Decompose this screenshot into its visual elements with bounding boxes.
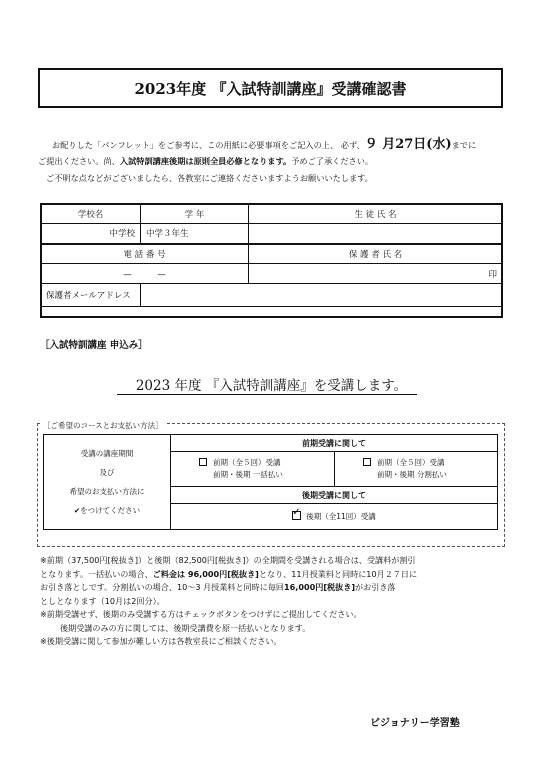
note-line-2-text: となります。一括払いの場合、 xyxy=(40,568,153,579)
guardian-name-field[interactable] xyxy=(249,264,503,284)
instruction-cell xyxy=(44,435,171,530)
intro-line-1 xyxy=(38,138,508,152)
course-table xyxy=(43,434,498,530)
email-field[interactable] xyxy=(141,284,503,307)
statement-underline xyxy=(117,394,417,395)
grade-header: 学 年 xyxy=(141,204,249,224)
lump-sum-checkbox[interactable] xyxy=(199,458,207,466)
note-line-5: ※前期受講せず、後期のみ受講する方はチェックボタンをつけずにご提出してください。 xyxy=(40,609,362,619)
application-section-label: ［入試特訓講座 申込み］ xyxy=(40,340,148,351)
latter-term-checkbox[interactable] xyxy=(292,511,301,520)
installment-line-2: 前期・後期 分割払い xyxy=(377,470,447,479)
lump-sum-line-1: 前期（全５回）受講 xyxy=(213,458,281,467)
intro-text-3: ご不明な点などがございましたら、各教室にご連絡くださいますようお願いいたします。 xyxy=(46,173,373,183)
school-name: ビジョナリー学習塾 xyxy=(370,718,460,729)
guardian-name-header: 保 護 者 氏 名 xyxy=(249,244,503,264)
intro-text-2b: 予めご了承ください。 xyxy=(291,156,374,166)
intro-text-2-bold: 入試特訓講座後期は原則全員必修となります。 xyxy=(119,156,292,166)
latter-term-label: 後期（全11回）受講 xyxy=(306,512,376,521)
instruction-line-1: 受講の講座期間 xyxy=(80,449,134,458)
notes-block xyxy=(40,554,510,649)
school-field[interactable]: 中学校 xyxy=(41,224,141,244)
option-installment[interactable] xyxy=(335,452,498,487)
intro-text-2a: ご提出ください。尚、 xyxy=(38,156,120,166)
deadline-date: ９ 月27日(水) xyxy=(364,137,452,152)
installment-checkbox[interactable] xyxy=(363,458,371,466)
document-title: 2023年度 『入試特訓講座』受講確認書 xyxy=(38,68,503,108)
email-header: 保護者メールアドレス xyxy=(41,284,141,307)
instruction-line-4: ✔をつけてください xyxy=(73,506,141,515)
phone-field[interactable]: — — xyxy=(41,264,249,284)
intro-line-3 xyxy=(38,172,508,185)
instruction-line-2: 及び xyxy=(99,468,115,477)
instruction-line-3: 希望のお支払い方法に xyxy=(69,487,145,496)
phone-header: 電 話 番 号 xyxy=(41,244,249,264)
intro-text-1b: までに xyxy=(451,140,477,150)
note-line-2 xyxy=(40,568,510,582)
intro-text-1a: お配りした「パンフレット」をご参考に、この用紙に必要事項をご記入の上、 必ず、 xyxy=(52,140,365,150)
course-caption: ［ご希望のコースとお支払い方法］ xyxy=(43,421,163,430)
student-info-table xyxy=(40,203,503,307)
first-term-header: 前期受講に関して xyxy=(171,435,498,452)
latter-term-option[interactable] xyxy=(171,504,498,530)
intro-line-2 xyxy=(38,155,508,168)
grade-field[interactable]: 中学３年生 xyxy=(141,224,249,244)
school-header: 学校名 xyxy=(41,204,141,224)
note-line-3-bold: 16,000円[税抜き] xyxy=(284,582,356,592)
lump-sum-line-2: 前期・後期 一括払い xyxy=(213,470,283,479)
latter-term-header: 後期受講に関して xyxy=(171,487,498,504)
note-line-2-tail: となり、11月授業料と同時に10月２７日に xyxy=(258,568,418,579)
option-lump-sum[interactable] xyxy=(171,452,335,487)
seal-mark: 印 xyxy=(488,269,497,280)
note-line-2-bold: ご料金は 96,000円[税抜き] xyxy=(152,568,259,579)
note-line-4: としとなります（10月は2回分）。 xyxy=(40,595,165,606)
note-line-3-text: お引き落としです。分割払いの場合、10～3 月授業料と同時に毎回 xyxy=(40,582,285,592)
student-name-field[interactable] xyxy=(249,224,503,244)
note-line-3 xyxy=(40,581,510,595)
note-line-7: ※後期受講に関して参加が難しい方は各教室長にご相談ください。 xyxy=(40,636,282,646)
installment-line-1: 前期（全５回）受講 xyxy=(377,458,445,467)
note-line-3-tail: がお引き落 xyxy=(355,582,396,592)
student-name-header: 生 徒 氏 名 xyxy=(249,204,503,224)
note-line-6: 後期受講のみの方に関しては、後期受講費を原一括払いとなります。 xyxy=(60,622,311,633)
note-line-1: ※前期（37,500円[税抜き]）と後期（82,500円[税抜き]）の全期間を受講される場合は、受講料が割引 xyxy=(40,555,416,565)
enrollment-statement: 2023 年度 『入試特訓講座』を受講します。 xyxy=(135,378,408,394)
